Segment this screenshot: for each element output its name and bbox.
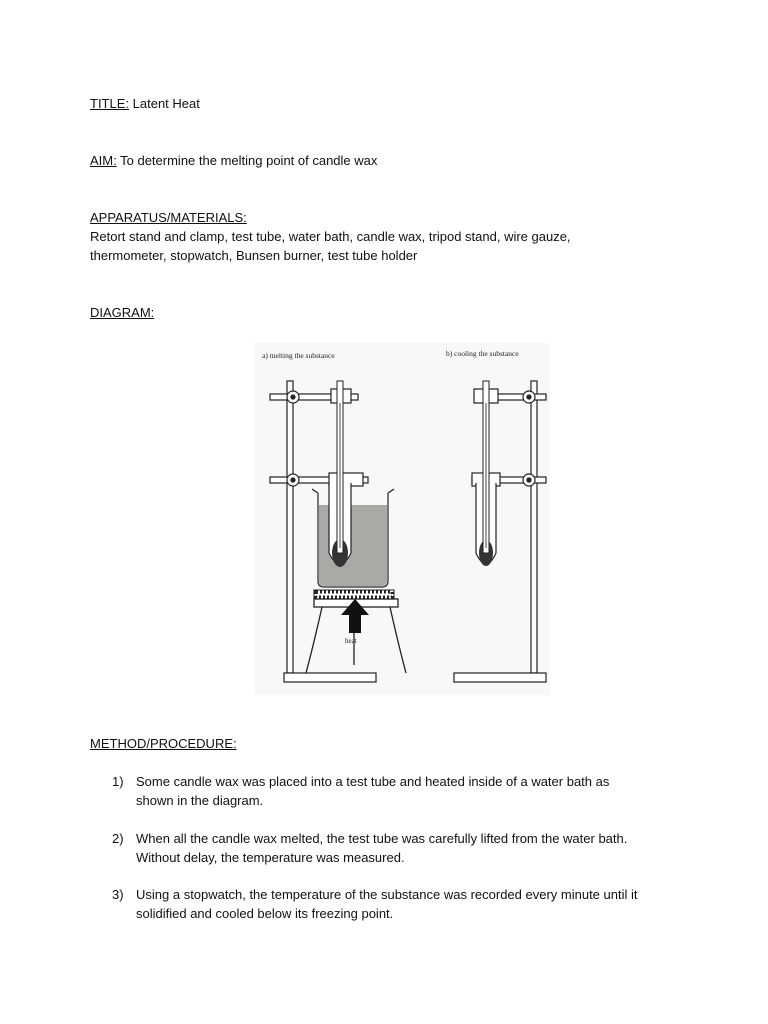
title-value: Latent Heat xyxy=(132,96,200,111)
step-text-line: solidified and cooled below its freezing point. xyxy=(136,906,394,921)
thermometer-b xyxy=(483,381,489,553)
title-label: TITLE: xyxy=(90,96,130,111)
apparatus-heading: APPARATUS/MATERIALS: xyxy=(90,210,247,225)
apparatus-diagram xyxy=(254,343,550,695)
apparatus-line-2: thermometer, stopwatch, Bunsen burner, test tube holder xyxy=(90,248,418,263)
step-text-line: shown in the diagram. xyxy=(136,793,264,808)
wire-gauze xyxy=(314,590,394,599)
step-number: 3) xyxy=(112,887,124,902)
diagram-heading: DIAGRAM: xyxy=(90,305,155,320)
step-text-line: When all the candle wax melted, the test tube was carefully lifted from the water bath. xyxy=(136,831,628,846)
step-text-line: Some candle wax was placed into a test tube and heated inside of a water bath as xyxy=(136,774,610,789)
caption-a: a) melting the substance xyxy=(262,351,335,360)
step-text-line: Using a stopwatch, the temperature of the substance was recorded every minute until it xyxy=(136,887,638,902)
heat-label: heat xyxy=(345,637,357,645)
caption-b: b) cooling the substance xyxy=(446,349,519,358)
step-number: 1) xyxy=(112,774,124,789)
aim-label: AIM: xyxy=(90,153,117,168)
aim-value: To determine the melting point of candle wax xyxy=(120,153,378,168)
step-number: 2) xyxy=(112,831,124,846)
title-line xyxy=(90,94,200,113)
aim-line xyxy=(90,151,377,170)
apparatus-line-1: Retort stand and clamp, test tube, water bath, candle wax, tripod stand, wire gauze, xyxy=(90,229,571,244)
step-text-line: Without delay, the temperature was measured. xyxy=(136,850,405,865)
thermometer-a xyxy=(337,381,343,553)
method-heading: METHOD/PROCEDURE: xyxy=(90,736,237,751)
